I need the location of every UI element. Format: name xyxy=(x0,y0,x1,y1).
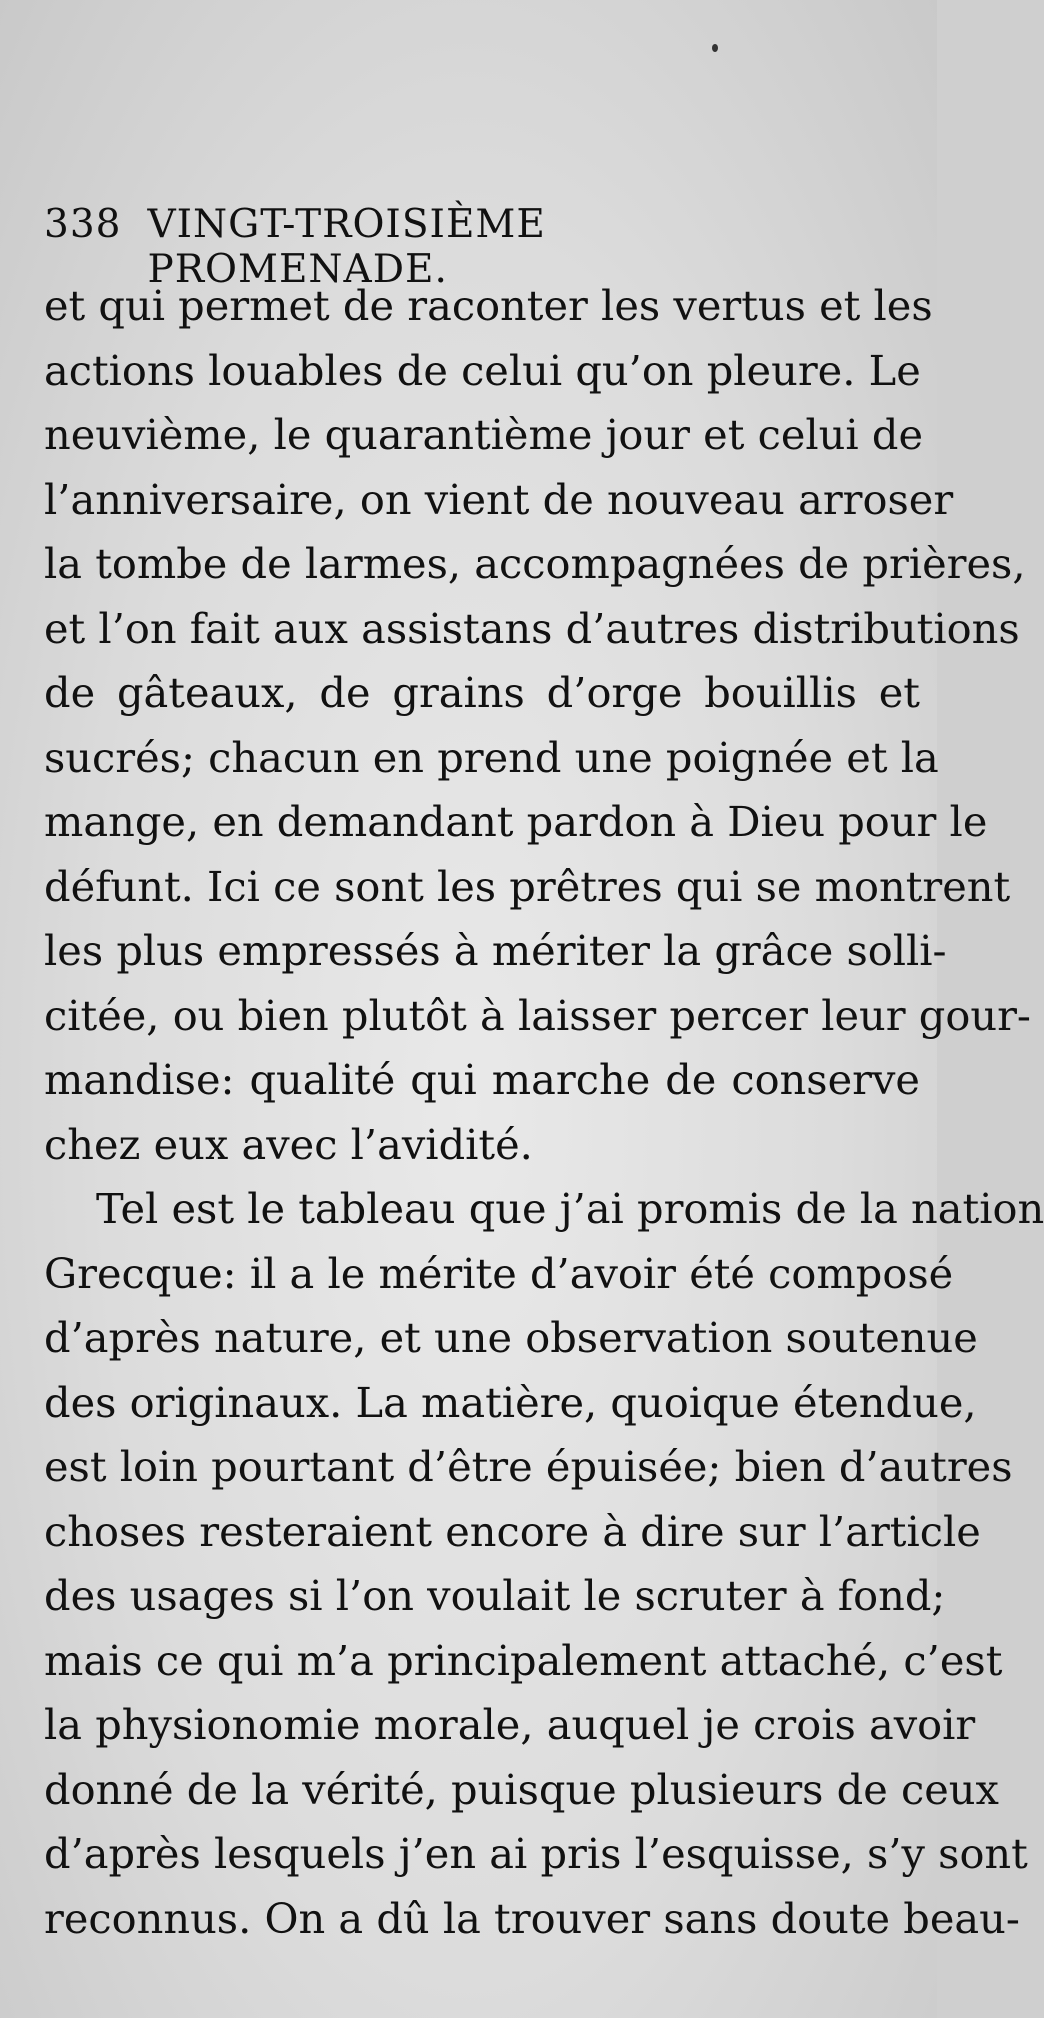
text-line: mais ce qui m’a principalement attaché, c’est xyxy=(44,1635,1003,1685)
text-line: la tombe de larmes, accompagnées de prières, xyxy=(44,539,1026,588)
paragraph-1 xyxy=(44,274,1031,1177)
text-line: et qui permet de raconter les vertus et les xyxy=(44,281,933,330)
text-line: donné de la vérité, puisque plusieurs de ceux xyxy=(44,1764,999,1814)
paragraph-2 xyxy=(44,1177,1044,1951)
text-line: est loin pourtant d’être épuisée; bien d’autres xyxy=(44,1442,1013,1491)
text-line: Grecque: il a le mérite d’avoir été composé xyxy=(44,1248,954,1298)
text-line: mandise: qualité qui marche de conserve xyxy=(44,1055,920,1104)
text-line: chez eux avec l’avidité. xyxy=(44,1119,533,1169)
page-number: 338 xyxy=(44,202,122,247)
page-header xyxy=(44,202,834,292)
text-line: neuvième, le quarantième jour et celui de xyxy=(44,410,923,459)
body-text xyxy=(44,274,1044,1951)
text-line: les plus empressés à mériter la grâce solli- xyxy=(44,926,947,975)
text-line: sucrés; chacun en prend une poignée et la xyxy=(44,732,939,782)
text-line: défunt. Ici ce sont les prêtres qui se montrent xyxy=(44,861,1011,911)
text-line: de gâteaux, de grains d’orge bouillis et xyxy=(44,668,920,717)
text-line: d’après nature, et une observation soutenue xyxy=(44,1313,978,1362)
ink-speck xyxy=(712,44,718,52)
text-line: des usages si l’on voulait le scruter à fond; xyxy=(44,1571,946,1620)
text-line: mange, en demandant pardon à Dieu pour le xyxy=(44,797,988,846)
running-head: VINGT-TROISIÈME PROMENADE. xyxy=(147,202,546,292)
text-line: choses resteraient encore à dire sur l’article xyxy=(44,1506,981,1556)
text-line: actions louables de celui qu’on pleure. Le xyxy=(44,345,921,395)
text-line: reconnus. On a dû la trouver sans doute beau- xyxy=(44,1893,1020,1943)
text-line: et l’on fait aux assistans d’autres distributions xyxy=(44,603,1020,653)
text-line: des originaux. La matière, quoique étendue, xyxy=(44,1377,977,1427)
text-line: Tel est le tableau que j’ai promis de la nation xyxy=(96,1184,1044,1233)
text-line: citée, ou bien plutôt à laisser percer leur gour- xyxy=(44,990,1031,1040)
text-line: d’après lesquels j’en ai pris l’esquisse, s’y sont xyxy=(44,1829,1028,1878)
text-line: la physionomie morale, auquel je crois avoir xyxy=(44,1700,976,1749)
text-line: l’anniversaire, on vient de nouveau arroser xyxy=(44,474,954,524)
